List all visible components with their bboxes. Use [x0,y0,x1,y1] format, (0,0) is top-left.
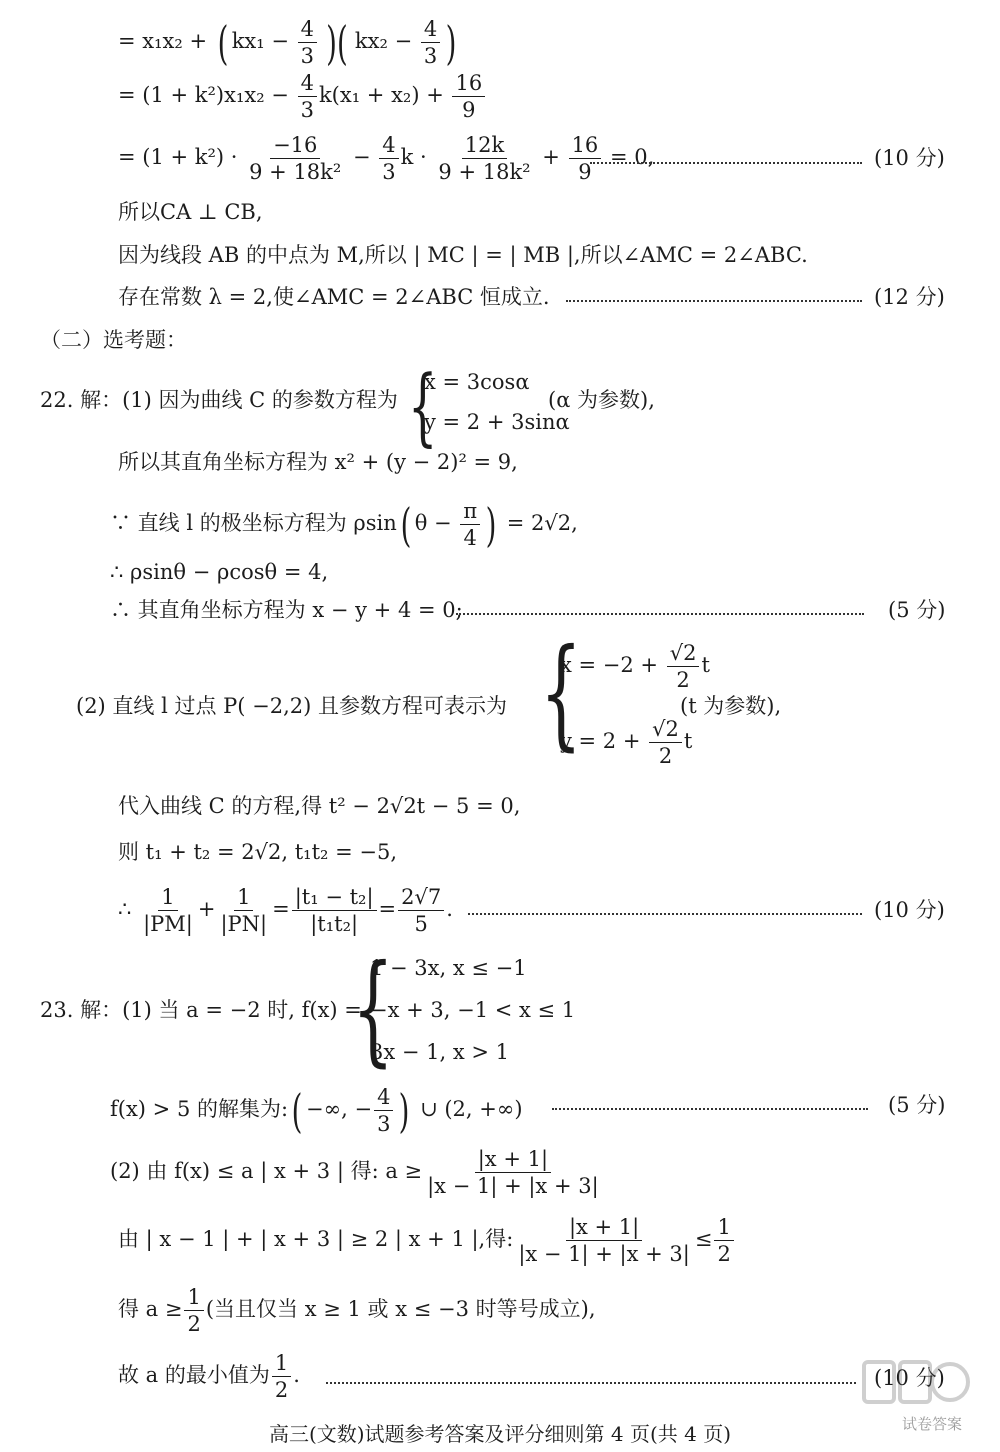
fraction: $\frac{√2}{2}$ [649,718,682,767]
eq-text: x = −2 + [560,653,665,678]
dot-leader [590,162,862,164]
eq-text: 由 | x − 1 | + | x + 3 | ≥ 2 | x + 1 |,得: [118,1227,514,1252]
eq-text: θ − [414,511,459,536]
param-eq [560,718,692,767]
eq-line [110,1148,604,1197]
eq-text: − [346,145,378,170]
fraction: $\frac{1}{|PM|}$ [143,885,193,937]
text-line: 代入曲线 C 的方程,得 t² − 2√2t − 5 = 0, [118,794,521,818]
fraction: $\frac{\pi}{4}$ [460,500,480,549]
eq-text: + [535,145,567,170]
eq-text: 故 a 的最小值为 [118,1363,270,1388]
score-label: (5 分) [888,598,946,622]
text-line: 则 t₁ + t₂ = 2√2, t₁t₂ = −5, [118,840,398,864]
text-line: ∴ 其直角坐标方程为 x − y + 4 = 0; [110,598,463,622]
eq-line-2 [118,72,487,121]
eq-text: f(x) > 5 的解集为: [110,1097,289,1122]
param-note: (α 为参数), [548,388,655,412]
fraction: $\frac{16}{9}$ [452,72,485,121]
eq-line: f(x) > 5 的解集为:( −∞, − $\frac{4}{3}$ ) ∪ (2, +∞) [110,1083,523,1138]
eq-text: t [683,729,693,754]
fraction: $\frac{4}{3}$ [379,134,398,183]
section-heading: （二）选考题： [40,328,187,352]
fraction: $\frac{4}{3}$ [374,1086,393,1135]
eq-text: ∪ (2, +∞) [413,1097,523,1122]
eq-text: (2) 由 f(x) ≤ a | x + 3 | 得: a ≥ [110,1159,423,1184]
fraction: $\frac{|x + 1|}{|x - 1| + |x + 3|}$ [427,1147,599,1199]
text-line: 所以CA ⊥ CB, [118,200,263,224]
piecewise-case: −x + 3, −1 < x ≤ 1 [370,998,576,1022]
fraction: $\frac{1}{2}$ [272,1352,291,1401]
text-line: 所以其直角坐标方程为 x² + (y − 2)² = 9, [118,450,518,474]
eq-text: k · [400,145,434,170]
fraction: $\frac{√2}{2}$ [667,642,700,691]
dot-leader [468,913,862,915]
text-line: (2) 直线 l 过点 P( −2,2) 且参数方程可表示为 [76,694,508,718]
brace: { [408,357,438,455]
eq-text: kx₁ − [231,29,296,54]
eq-text: = (1 + k²)x₁x₂ − [118,83,296,108]
eq-text: 得 a ≥ [118,1297,183,1322]
eq-text: y = 2 + [560,729,648,754]
dot-leader [456,613,864,615]
brace: { [352,940,394,1079]
param-eq [560,642,710,691]
eq-text: (当且仅当 x ≥ 1 或 x ≤ −3 时等号成立), [205,1297,596,1322]
eq-text: ∴ [118,897,132,922]
eq-text: = 2√2, [500,511,578,536]
dot-leader [566,300,862,302]
fraction: $\frac{4}{3}$ [298,18,317,67]
text-line: 因为线段 AB 的中点为 M,所以 | MC | = | MB |,所以∠AMC = 2∠ABC. [118,243,808,267]
fraction: $\frac{1}{2}$ [184,1286,203,1335]
fraction: $\frac{1}{2}$ [714,1216,733,1265]
eq-text: t [701,653,710,678]
score-label: (5 分) [888,1093,946,1117]
eq-line [118,1352,300,1401]
q22-intro: 22. 解：(1) 因为曲线 C 的参数方程为 [40,388,398,412]
fraction: $\frac{4}{3}$ [298,72,317,121]
param-eq: x = 3cosα [424,370,530,394]
param-note: (t 为参数), [680,694,782,718]
fraction: $\frac{16}{9}$ [569,134,602,183]
fraction: $\frac{|x + 1|}{|x - 1| + |x + 3|}$ [518,1215,690,1267]
fraction: $\frac{\text{|t₁ − t₂|}}{\text{|t₁t₂|}}$ [292,886,377,935]
fraction: $\frac{12k}{\text{9 + 18k²}}$ [438,133,531,185]
score-label: (10 分) [874,1366,945,1390]
score-label: (10 分) [874,146,945,170]
fraction: $\frac{2√7}{5}$ [398,886,444,935]
score-label: (12 分) [874,285,945,309]
score-label: (10 分) [874,898,945,922]
fraction: $\frac{-16}{\text{9 + 18k²}}$ [249,133,342,185]
eq-text: kx₂ − [354,29,419,54]
text-line: 存在常数 λ = 2,使∠AMC = 2∠ABC 恒成立. [118,285,550,309]
eq-text: ∵ 直线 l 的极坐标方程为 ρsin [110,511,397,536]
brace: { [540,624,582,763]
piecewise-case: 3x − 1, x > 1 [370,1040,510,1064]
eq-text: k(x₁ + x₂) + [318,83,451,108]
fraction: $\frac{1}{|PN|}$ [220,885,268,937]
dot-leader [552,1108,868,1110]
eq-text: = 0, [603,145,655,170]
eq-text: . [293,1363,300,1388]
piecewise-case: 1 − 3x, x ≤ −1 [370,956,527,980]
eq-line-3 [118,134,654,183]
text-line: ∴ ρsinθ − ρcosθ = 4, [110,560,329,584]
eq-line: 由 | x − 1 | + | x + 3 | ≥ 2 | x + 1 |,得: $\frac{|x + 1|}{|x - 1| + |x + 3|}$ ≤ $\frac{1}{2}$ [118,1216,736,1265]
param-eq: y = 2 + 3sinα [424,410,570,434]
page-footer: 高三(文数)试题参考答案及评分细则第 4 页(共 4 页) [268,1422,732,1446]
watermark-logo [860,1356,970,1410]
eq-text: = x₁x₂ + [118,29,214,54]
watermark-text: 试卷答案 [901,1415,962,1433]
eq-line-1: = x₁x₂ + ( kx₁ − $\frac{4}{3}$ )( kx₂ − $\frac{4}{3}$ ) [118,15,457,70]
eq-line: ∵ 直线 l 的极坐标方程为 ρsin( θ − $\frac{\pi}{4}$ ) = 2√2, [110,497,578,552]
fraction: $\frac{4}{3}$ [421,18,440,67]
eq-line [118,1286,596,1335]
eq-text: = (1 + k²) · [118,145,245,170]
q23-intro: 23. 解：(1) 当 a = −2 时, f(x) = [40,998,362,1022]
dot-leader [326,1382,856,1384]
eq-line: ∴ $\frac{1}{|PM|}$ + $\frac{1}{|PN|}$ = $\frac{\text{|t₁ − t₂|}}{\text{|t₁t₂|}}$ = $\frac{2√7}{5}$ . [118,885,453,937]
eq-text: −∞, − [306,1097,373,1122]
